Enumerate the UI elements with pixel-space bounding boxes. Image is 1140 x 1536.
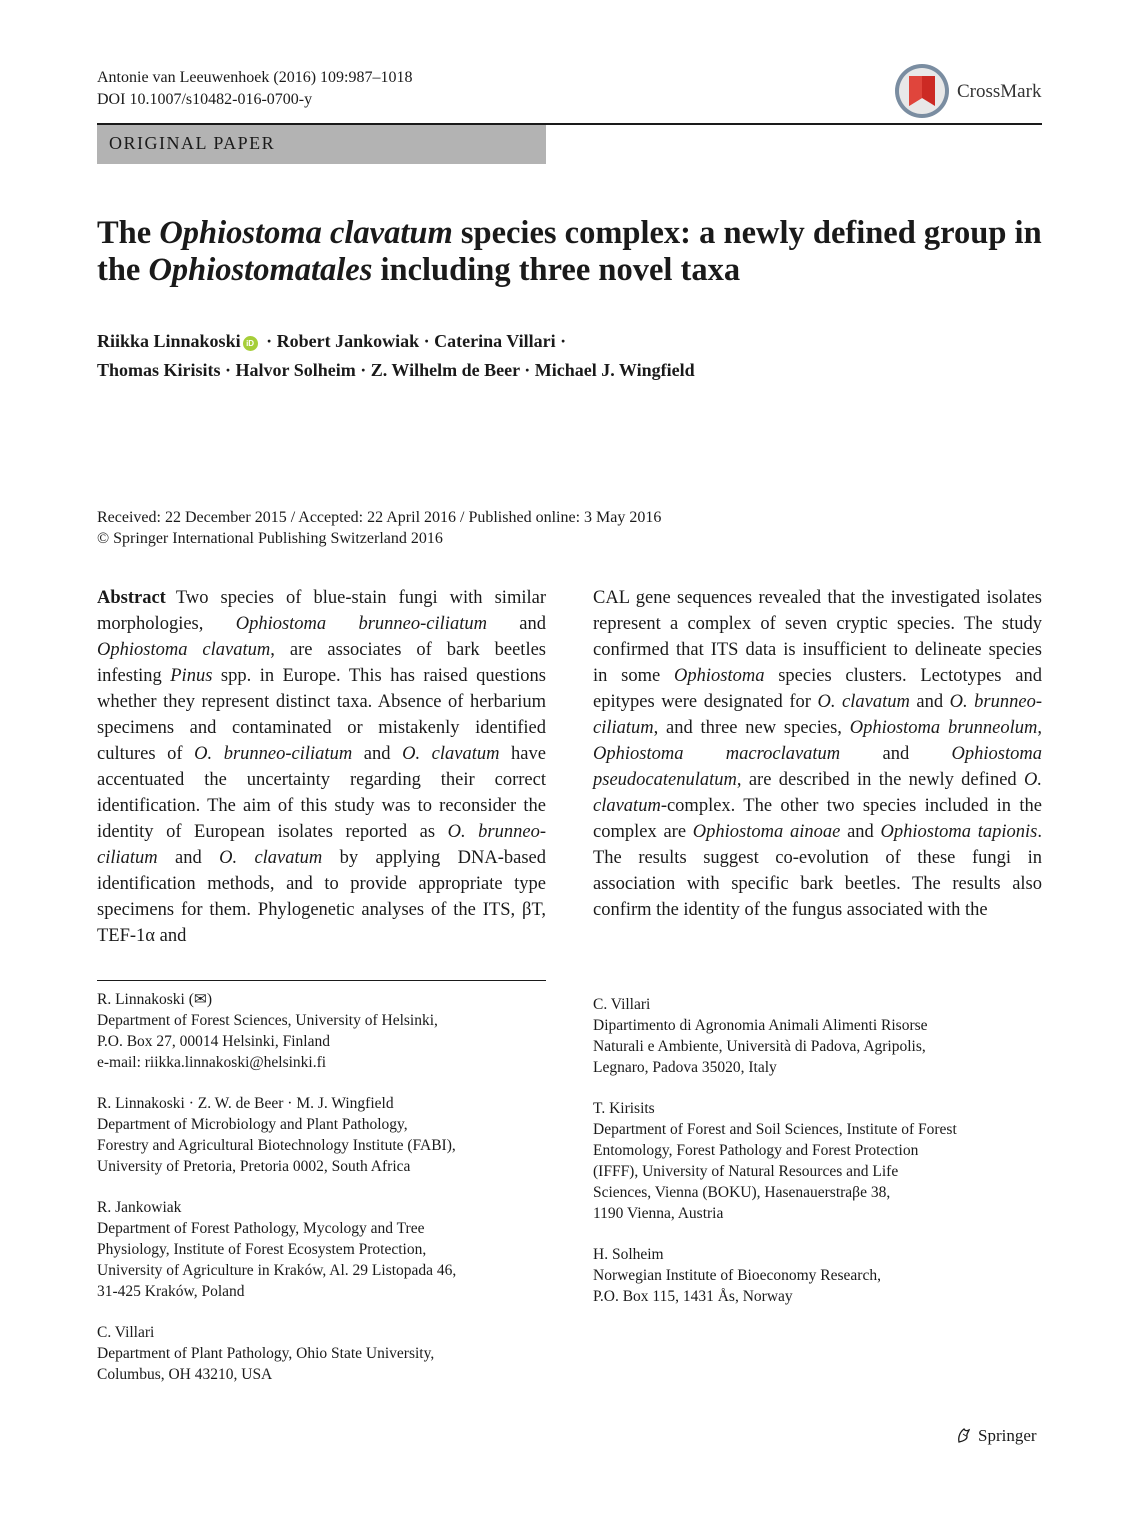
- affiliation-line: Physiology, Institute of Forest Ecosystem Protection,: [97, 1241, 427, 1258]
- abstract-text: CAL gene sequences revealed that the investigated isolates represent a complex of seven cryptic species. The study confirmed that ITS data is insufficient to delineate species in some: [593, 588, 1042, 686]
- affiliation: [593, 994, 1042, 1078]
- abstract-text: and: [486, 614, 546, 634]
- title-text: species complex: a newly defined group in the: [97, 215, 1042, 288]
- affiliation: [97, 1197, 546, 1302]
- abstract-text: and: [909, 692, 950, 712]
- abstract-paragraph: [97, 585, 546, 949]
- title-italic: Ophiostomatales: [148, 252, 373, 288]
- abstract-italic: Ophiostoma tapionis: [880, 822, 1038, 842]
- article-history: [97, 507, 1042, 549]
- journal-line: Antonie van Leeuwenhoek (2016) 109:987–1018: [97, 69, 413, 86]
- affiliation: [97, 1093, 546, 1177]
- copyright-notice: © Springer International Publishing Switzerland 2016: [97, 530, 443, 547]
- abstract-text: and: [352, 744, 403, 764]
- abstract-italic: Pinus: [170, 666, 213, 686]
- affiliation-line: Columbus, OH 43210, USA: [97, 1366, 273, 1383]
- journal-citation: [97, 67, 412, 111]
- affiliation-line: (IFFF), University of Natural Resources and Life: [593, 1163, 899, 1180]
- abstract-text: , are associates of bark beetles infesting: [97, 640, 546, 686]
- abstract-italic: Ophiostoma macroclavatum: [593, 744, 841, 764]
- author-name[interactable]: Z. Wilhelm de Beer: [370, 360, 520, 380]
- abstract-text: and: [840, 744, 952, 764]
- abstract-paragraph: [593, 585, 1042, 923]
- abstract-text: , and three new species,: [653, 718, 850, 738]
- author-separator: ·: [555, 331, 567, 351]
- author-name[interactable]: Robert Jankowiak: [276, 331, 420, 351]
- affiliation-line: P.O. Box 115, 1431 Ås, Norway: [593, 1288, 793, 1305]
- orcid-icon[interactable]: iD: [243, 336, 258, 351]
- affiliation: [97, 989, 546, 1073]
- affiliation-author: H. Solheim: [593, 1246, 664, 1263]
- author-separator: ·: [261, 331, 277, 351]
- affiliation-line: 31-425 Kraków, Poland: [97, 1283, 245, 1300]
- affiliation: [593, 1098, 1042, 1224]
- affiliation-line: Legnaro, Padova 35020, Italy: [593, 1059, 777, 1076]
- publisher-name: Springer: [978, 1426, 1037, 1445]
- affiliation-line: Dipartimento di Agronomia Animali Alimenti Risorse: [593, 1017, 928, 1034]
- abstract-right-column: [593, 585, 1042, 923]
- abstract-text: have accentuated the uncertainty regarding their correct identification. The aim of this study was to reconsider the identity of European isolates reported as: [97, 744, 546, 842]
- affiliation-line: P.O. Box 27, 00014 Helsinki, Finland: [97, 1033, 330, 1050]
- abstract-italic: O. clavatum: [593, 770, 1042, 816]
- abstract-left-column: [97, 585, 546, 949]
- author-name[interactable]: Michael J. Wingfield: [534, 360, 695, 380]
- author-name[interactable]: Riikka Linnakoski: [97, 331, 241, 351]
- email-link[interactable]: e-mail: riikka.linnakoski@helsinki.fi: [97, 1054, 327, 1071]
- affiliation-line: Entomology, Forest Pathology and Forest Protection: [593, 1142, 919, 1159]
- affiliation-line: University of Pretoria, Pretoria 0002, South Africa: [97, 1158, 411, 1175]
- abstract-text: spp. in Europe. This has raised questions whether they represent distinct taxa. Absence of herbarium specimens and contaminated or mistakenly identified cultures of: [97, 666, 546, 764]
- abstract-text: by applying DNA-based identification methods, and to provide appropriate type specimens for them. Phylogenetic analyses of the ITS, βT, TEF-1α and: [97, 848, 546, 946]
- affiliation-line: Department of Forest Pathology, Mycology and Tree: [97, 1220, 425, 1237]
- abstract-text: ,: [1037, 718, 1042, 738]
- author-separator: ·: [220, 360, 236, 380]
- author-separator: ·: [519, 360, 535, 380]
- affiliation: [97, 1322, 546, 1385]
- footnote-rule: [97, 980, 546, 981]
- author-separator: ·: [419, 331, 435, 351]
- affiliation-line: Sciences, Vienna (BOKU), Hasenauerstraβe 38,: [593, 1184, 891, 1201]
- affiliation-line: Norwegian Institute of Bioeconomy Research,: [593, 1267, 881, 1284]
- history-dates: Received: 22 December 2015 / Accepted: 22 April 2016 / Published online: 3 May 2016: [97, 509, 662, 526]
- publisher-logo: [955, 1424, 1037, 1448]
- affiliation-author: C. Villari: [97, 1324, 155, 1341]
- abstract-italic: O. clavatum: [219, 848, 323, 868]
- affiliation-line: 1190 Vienna, Austria: [593, 1205, 724, 1222]
- doi-line: DOI 10.1007/s10482-016-0700-y: [97, 91, 313, 108]
- paper-type-banner: ORIGINAL PAPER: [97, 125, 546, 164]
- affiliation: [593, 1244, 1042, 1307]
- abstract-italic: O. brunneo-ciliatum: [97, 822, 546, 868]
- abstract-text: . The results suggest co-evolution of these fungi in association with specific bark beetles. The results also confirm the identity of the fungus associated with the: [593, 822, 1042, 920]
- abstract-text: -complex. The other two species included in the complex are: [593, 796, 1042, 842]
- abstract-text: and: [157, 848, 220, 868]
- title-text: including three novel taxa: [372, 252, 741, 288]
- affiliation-line: Department of Plant Pathology, Ohio State University,: [97, 1345, 435, 1362]
- author-name[interactable]: Thomas Kirisits: [97, 360, 221, 380]
- affiliations-left: [97, 989, 546, 1405]
- affiliation-author: R. Linnakoski · Z. W. de Beer · M. J. Wingfield: [97, 1095, 394, 1112]
- author-name[interactable]: Caterina Villari: [434, 331, 556, 351]
- title-text: The: [97, 215, 160, 251]
- crossmark-icon: [893, 62, 951, 120]
- crossmark-badge[interactable]: [893, 60, 1048, 122]
- affiliation-author: C. Villari: [593, 996, 651, 1013]
- abstract-italic: O. brunneo-ciliatum: [194, 744, 353, 764]
- abstract-italic: Ophiostoma clavatum: [97, 640, 271, 660]
- affiliation-line: University of Agriculture in Kraków, Al. 29 Listopada 46,: [97, 1262, 457, 1279]
- abstract-text: species clusters. Lectotypes and epitypes were designated for: [593, 666, 1042, 712]
- author-name[interactable]: Halvor Solheim: [235, 360, 356, 380]
- affiliation-line: Forestry and Agricultural Biotechnology Institute (FABI),: [97, 1137, 456, 1154]
- title-italic: Ophiostoma clavatum: [159, 215, 453, 251]
- abstract-italic: Ophiostoma brunneolum: [849, 718, 1038, 738]
- article-title: [97, 215, 1042, 289]
- affiliation-line: Department of Microbiology and Plant Pathology,: [97, 1116, 408, 1133]
- affiliation-author: R. Linnakoski (✉): [97, 991, 213, 1008]
- abstract-italic: O. brunneo-ciliatum: [593, 692, 1042, 738]
- abstract-italic: Ophiostoma brunneo-ciliatum: [235, 614, 487, 634]
- affiliation-line: Naturali e Ambiente, Università di Padova, Agripolis,: [593, 1038, 926, 1055]
- affiliation-line: Department of Forest Sciences, University of Helsinki,: [97, 1012, 438, 1029]
- affiliation-author: R. Jankowiak: [97, 1199, 182, 1216]
- abstract-text: and: [840, 822, 881, 842]
- affiliation-line: Department of Forest and Soil Sciences, Institute of Forest: [593, 1121, 957, 1138]
- abstract-italic: Ophiostoma: [674, 666, 765, 686]
- abstract-italic: O. clavatum: [402, 744, 500, 764]
- abstract-italic: O. clavatum: [817, 692, 910, 712]
- abstract-heading: Abstract: [97, 588, 166, 608]
- abstract-italic: Ophiostoma ainoae: [692, 822, 841, 842]
- abstract-text: Two species of blue-stain fungi with similar morphologies,: [97, 588, 546, 634]
- affiliations-right: [593, 994, 1042, 1327]
- abstract-italic: Ophiostoma pseudocatenulatum: [593, 744, 1042, 790]
- abstract-text: , are described in the newly defined: [736, 770, 1024, 790]
- author-separator: ·: [355, 360, 371, 380]
- affiliation-author: T. Kirisits: [593, 1100, 655, 1117]
- author-list: [97, 327, 1042, 385]
- springer-horse-icon: [955, 1426, 973, 1444]
- crossmark-label: CrossMark: [957, 81, 1042, 102]
